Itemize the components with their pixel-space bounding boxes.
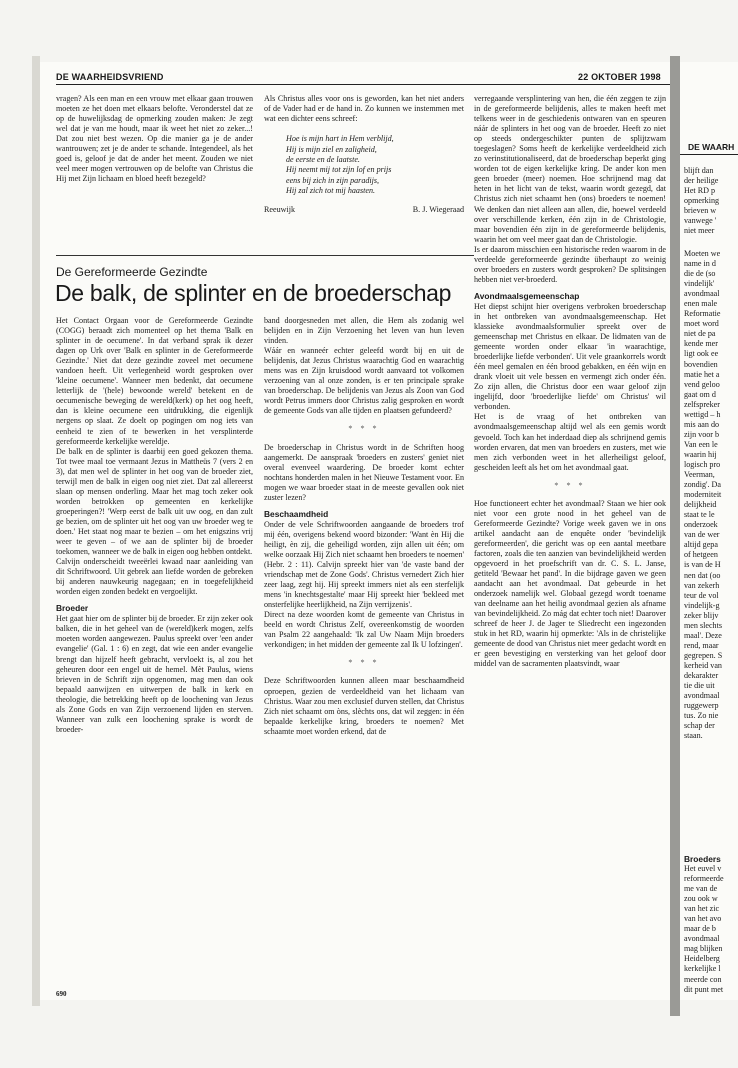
next-page-line: ruggewerp — [684, 701, 719, 711]
next-page-line: kerheid van — [684, 660, 722, 670]
article-divider — [56, 255, 474, 256]
poem-line: Hij is mijn ziel en zaligheid, — [286, 144, 377, 154]
next-page-line: kende mer — [684, 339, 718, 349]
next-page-line: van het zic — [684, 904, 720, 914]
paragraph: Wáár en wanneér echter geleefd wordt bij en uit de belijdenis, dat Jezus Christus waarachtig God en waarachtig mens was en Zijn kruisdood wordt aanvaard tot volkomen verzoening van al onze zonden, is er ten principale sprake van broederschap. De belijdenis van Jezus als Zoon van God wordt Petrus immers door Christus zalig gesproken en wordt de gemeente Gods van alle tijden en plaatsen gefundeerd? — [264, 346, 464, 416]
next-page-line: die de (so — [684, 269, 716, 279]
next-page-line: dekarakter — [684, 670, 719, 680]
next-page-rule — [680, 154, 738, 155]
paragraph: Calvijn onderscheidt tweeërlei kwaad naar aanleiding van dit Schriftwoord. Uit gebrek aan liefde worden de gebreken bij anderen nauwkeurig nagegaan; en in toegefelijkheid worden eigen zonden bedekt en vergoelijkt. — [56, 557, 253, 597]
section-separator: * * * — [348, 424, 380, 434]
next-page-block-c — [684, 854, 738, 995]
next-page-line: Het RD p — [684, 186, 716, 196]
next-page-line: delijkheid — [684, 500, 717, 510]
page-gutter — [670, 56, 680, 1016]
next-page-line: vanwege ' — [684, 216, 717, 226]
next-page-line: brieven w — [684, 206, 717, 216]
issue-date: 22 OKTOBER 1998 — [578, 72, 661, 82]
next-page-line: staat te le — [684, 510, 715, 520]
paragraph: De balk en de splinter is daarbij een goed gekozen thema. Tot twee maal toe vermaant Jezus in Mattheüs 7 (vers 2 en 3), dat men wel de splinter in het oog van de broeder ziet, terwijl men de balk in eigen oog niet ziet. Dat zal allereerst slaan op mensen onderling. Maar het mag toch zeker ook worden betrokken op gemeenten en kerkelijke groeperingen?! 'Werp eerst de balk uit uw oog, en dan zult ge bezien, om de splinter uit het oog van uw broeder weg te doen.' Het staat nog maar te bezien – om het enigszins vrij weer te geven – of we aan de splinter bij de broeder toekomen, wanneer we de balk in eigen oog hebben ontdekt. — [56, 446, 253, 557]
next-page-line: vindelijk-g — [684, 600, 720, 610]
next-page-line: van het avo — [684, 914, 722, 924]
top-column-2 — [264, 94, 464, 215]
next-page-line: zijn voor b — [684, 429, 720, 439]
poem-line: eens bij zich in zijn paradijs, — [286, 175, 380, 185]
next-page-line: vend geloo — [684, 379, 720, 389]
article-column-2 — [264, 316, 464, 737]
poem-line: de eerste en de laatste. — [286, 154, 360, 164]
next-page-line: meerde con — [684, 974, 722, 984]
next-page-line: gaat om d — [684, 389, 716, 399]
next-page-line: van zekerh — [684, 580, 720, 590]
top-col1-text: vragen? Als een man en een vrouw met elkaar gaan trouwen moeten ze het doen met elkaars belofte. Veronderstel dat ze op de huwelijksdag de opmerking zouden maken: Je zegt wel dat je van me houdt, maar ik weet het niet zo zeker...! Dat zou niet best wezen. Op die manier ga je de ander wantrouwen; zet je de ander te schande. Integendeel, als het goed is, geloof je dat de ander het meent. Zouden we niet veel meer mogen vertrouwen op de belofte van Christus die Hij met Zijn lichaam en bloed heeft bezegeld? — [56, 94, 253, 184]
section-heading: Avondmaalsgemeenschap — [474, 290, 580, 301]
next-page-line: ligt ook ee — [684, 349, 719, 359]
next-page-line: moderniteit — [684, 490, 722, 500]
next-page-line: onderzoek — [684, 520, 718, 530]
next-page-line: waarin hij — [684, 449, 717, 459]
signature — [264, 205, 464, 215]
next-page-line: van de wer — [684, 530, 720, 540]
next-page-line: bovendien — [684, 359, 718, 369]
poem-line: Hij neemt mij tot zijn lof en prijs — [286, 165, 392, 175]
poem-line: Hoe is mijn hart in Hem verblijd, — [286, 134, 394, 144]
next-page-line: zelfspreker — [684, 399, 720, 409]
next-page-line: rend, maar — [684, 640, 719, 650]
section-heading: Beschaamdheid — [264, 508, 329, 519]
next-page-line: matie het a — [684, 369, 720, 379]
header-rule — [56, 84, 670, 85]
article-kicker: De Gereformeerde Gezindte — [56, 265, 208, 279]
paragraph: Is er daarom misschien een historische reden waarom in de verdeelde gereformeerde gezindte überhaupt zo weinig over broeders en zusters wordt gesproken? De splitsingen hebben niet ver-broederd. — [474, 244, 666, 284]
next-page-line: maal'. Deze — [684, 630, 722, 640]
article-title: De balk, de splinter en de broederschap — [55, 280, 452, 306]
next-page-block-b — [684, 249, 738, 741]
next-page-line: niet de pa — [684, 329, 716, 339]
next-page-line: avondmaal — [684, 934, 720, 944]
next-page-line: name in d — [684, 259, 716, 269]
next-page-line: zondig'. Da — [684, 480, 721, 490]
next-page-line: staan. — [684, 731, 703, 741]
next-page-line: avondmaal — [684, 691, 720, 701]
article-column-1 — [56, 316, 253, 735]
paragraph: Hoe functioneert echter het avondmaal? Staan we hier ook niet voor een grote nood in het geheel van de Gereformeerde Gezindte? Vorige week gaven we in ons artikel aandacht aan de enquête onder 'bevindelijk gereformeerden', die gericht was op een aantal meetbare factoren, zoals die ten aanzien van bevindelijkheid werden opgevoerd in het proefschrift van dr. C. S. L. Janse, getiteld 'Bewaar het pand'. In die bijdrage gaven we geen aandacht aan het avondmaal. Dat gebeurde in het onderzoek namelijk wel. Globaal gezegd wordt toename van deelname aan het heilig avondmaal gezien als afname van bevindelijkheid. Zo mág dat echter toch niet! Daarover schreef de heer J. de Jager te Sliedrecht een ingezonden stuk in het RD, waarin hij opmerkte: 'Als in de christelijke gemeente de dood van Christus niet meer gedacht wordt en er geen bevestiging en versterking van het geloof door middel van de sacramenten plaatsvindt, waar — [474, 498, 666, 669]
paragraph: band doorgesneden met allen, die Hem als zodanig wel belijden en in Zijn Verzoening het leven van hun leven vinden. — [264, 316, 464, 346]
page-number: 690 — [56, 990, 67, 998]
next-page-line: mag blijken — [684, 944, 723, 954]
signature-place: Reeuwijk — [264, 204, 296, 214]
next-page-line: Heidelberg — [684, 954, 720, 964]
next-page-line: Het euvel v — [684, 864, 722, 873]
next-page-edge — [680, 62, 738, 1000]
section-heading: Broeder — [56, 603, 89, 614]
next-page-line: is van de H — [684, 560, 721, 570]
next-page-line: niet meer — [684, 226, 715, 236]
next-page-block-a — [684, 166, 738, 236]
next-page-line: blijft dan — [684, 166, 714, 175]
next-page-line: wettigd – h — [684, 409, 721, 419]
signature-author: B. J. Wiegeraad — [412, 204, 464, 214]
next-page-heading: Broeders — [684, 854, 721, 864]
paragraph: verregaande versplintering van hen, die één zeggen te zijn in de gereformeerde belijdenis, alles te maken heeft met telkens weer in de geschiedenis ontwaren van en speuren náár de splinters in het oog van de broeder. Heeft zo niet op steeds ondergeschikter punten de splijtzwam toegeslagen? Soms heeft de kerkelijke verdeeldheid zich zo verinstitutionaliseerd, dat de broederschap beperkt ging worden tot de eigen kerkelijke kring. De ander kon men geen broeder (meer) noemen. Hoe schrijnend mag dat heten in het licht van de tekst, waarin wordt gezegd, dat Christus zich niet schaamt hen (ons) broeders te noemen! We denken dan niet alleen aan allen, die, hoewel verdeeld over verschillende kerken, één zijn in de Christologie, maar bovendien één zijn in de gereformeerde belijdenis, waarin het om veel meer gaat dan de Christologie. — [474, 94, 666, 244]
next-page-line: reformeerde — [684, 874, 724, 884]
next-page-line: Moeten we — [684, 249, 721, 258]
next-page-line: logisch pro — [684, 459, 721, 469]
paragraph: Het Contact Orgaan voor de Gereformeerde Gezindte (COGG) beraadt zich momenteel op het thema 'Balk en splinter in de oecumene'. In dat verband sprak ik dezer dagen op Urk over 'Balk en splinter in de Gereformeerde Gezindte.' Niet dat deze gezindte zoveel met oecumene vandoen heeft. Uit verlegenheid wordt gesproken over 'kleine oecumene'. Wanneer men bedenkt, dat oecumene letterlijk de '(hele) bewoonde wereld' betekent en de oecumenische beweging de wereld(kerk) op het oog heeft, dan is kleine oecumene een uitdrukking, die eigenlijk nergens op slaat. Ze doelt op pogingen om nog iets van eenheid te zien of te bewerken in het versplinterde gereformeerde kerkelijke wereldje. — [56, 316, 253, 446]
next-page-line: Van een le — [684, 439, 718, 449]
poem-line: Hij zal zich tot mij haasten. — [286, 186, 376, 196]
next-page-line: men slechts — [684, 620, 722, 630]
next-page-line: opmerking — [684, 196, 720, 206]
page-shadow — [32, 56, 40, 1006]
section-separator: * * * — [554, 480, 586, 490]
next-page-line: tie die uit — [684, 681, 715, 691]
publication-name: DE WAARHEIDSVRIEND — [56, 72, 164, 82]
next-page-line: altijd gepa — [684, 540, 718, 550]
next-page-line: avondmaal — [684, 289, 720, 299]
next-page-line: schap der — [684, 721, 715, 731]
next-page-line: me van de — [684, 884, 718, 894]
next-page-line: zeker blijv — [684, 610, 719, 620]
paragraph: Het is de vraag of het ontbreken van avondmaalsgemeenschap altijd wel als een gemis wordt gevoeld. Toch kan het inderdaad diep als schrijnend gemis worden ervaren, dat men van broeders en zusters, met wie men zich verbonden weet in het allerheiligst geloof, gescheiden leeft als het om het avondmaal gaat. — [474, 412, 666, 472]
next-page-line: gegrepen. S — [684, 650, 723, 660]
paragraph: Onder de vele Schriftwoorden aangaande de broeders trof mij één, overigens bekend woord bizonder: 'Want èn Hij die heiligt, èn zij, die geheiligd worden, zijn allen uit één; om welke oorzaak Hij Zich niet schaamt hen broeders te noemen' (Hebr. 2 : 11). Calvijn spreekt hier van 'de vaste band der vriendschap met de Zone Gods'. Christus vernedert Zich hier zeer laag, zegt hij. Hij spreekt immers niet als een sterfelijk mens 'in knechtsgestalte' maar Hij spreekt hier 'bekleed met onsterfelijke heerlijkheid, na Zijn verrijzenis'. — [264, 519, 464, 610]
next-page-line: zou ook w — [684, 894, 718, 904]
article-column-3 — [474, 94, 666, 670]
next-page-line: Veerman, — [684, 470, 715, 480]
next-page-line: kerkelijke l — [684, 964, 721, 974]
next-page-line: nen dat (oo — [684, 570, 721, 580]
next-page-line: teur de vol — [684, 590, 719, 600]
paragraph: Het diepst schijnt hier overigens verbroken broederschap in het ontbreken van avondmaalsgemeenschap. Het klassieke avondmaalsformulier spreekt over de gemeenschap met Christus en elkaar. De lidmaten van de gemeente worden onder elkaar 'in waarachtige, broederlijke liefde verbonden'. Uit vele graankorrels wordt één meel gemalen en één brood gebakken, en één wijn en drank vloeit uit vele bessen en vermengt zich onder één. Zo zijn allen, die Christus door een waar geloof zijn ingelijfd, door 'broederlijke liefde' om Christus' wil verbonden. — [474, 301, 666, 412]
next-page-line: of hetgeen — [684, 550, 718, 560]
next-page-line: Reformatie — [684, 309, 721, 319]
paragraph: Het gaat hier om de splinter bij de broeder. Er zijn zeker ook balken, die in het geheel van de (wereld)kerk mogen, zelfs moeten worden aangewezen. Paulus spreekt over 'een ander evangelie' (Gal. 1 : 6) en zegt, dat wie een ander evangelie brengt dan hijzelf heeft gebracht, vervloekt is, al zou het geheuren door een engel uit de hemel. Mèt Paulus, wiens brieven in de Schrift zijn opgenomen, mag men dan ook bepaald aanwijzen en uitwerpen de balk in kerk en theologie, die betrekking heeft op de loochening van Jezus als Zone Gods en van Zijn verzoenend lijden en sterven. Wanneer van zulk een loochening sprake is wordt de broeder- — [56, 614, 253, 734]
next-page-line: mis aan do — [684, 419, 720, 429]
next-page-line: dit punt met — [684, 984, 724, 994]
top-column-1 — [56, 94, 253, 184]
next-page-line: maar de b — [684, 924, 716, 934]
paragraph: Direct na deze woorden komt de gemeente van Christus in beeld en wordt Christus Zelf, overeenkomstig de woorden van Psalm 22 aangehaald: 'Ik zal Uw Naam Mijn broeders verkondigen; in het midden der gemeente zal Ik U lofzingen'. — [264, 610, 464, 650]
next-page-line: vindelijk' — [684, 279, 715, 289]
next-page-line: moet word — [684, 319, 719, 329]
section-separator: * * * — [348, 658, 380, 668]
next-page-line: der heilige — [684, 176, 719, 186]
next-page-line: enen male — [684, 299, 718, 309]
next-page-line: tus. Zo nie — [684, 711, 719, 721]
poem — [286, 134, 464, 196]
paragraph: De broederschap in Christus wordt in de Schriften hoog aangemerkt. De aanspraak 'broeders en zusters' geniet niet overal evenveel waardering. De broeder komt echter nochtans honderden malen in het Nieuwe Testament voor. En mogen we waar broeder staat in de meeste gevallen ook niet zuster lezen? — [264, 442, 464, 502]
top-col2-intro: Als Christus alles voor ons is geworden, kan het niet anders of de Vader had er de hand in. Zo kunnen we instemmen met wat een dichter eens schreef: — [264, 94, 464, 124]
paragraph: Deze Schriftwoorden kunnen alleen maar beschaamdheid oproepen, gezien de verdeeldheid van het lichaam van Christus. Waar zou men exclusief durven stellen, dat Christus Zich niet schaamt om òns, slèchts ons, dat wil zeggen: in één bepaalde kerkelijke kring, broeders te noemen? Met schaamte moet worden erkend, dat de — [264, 676, 464, 736]
next-page-header: DE WAARH — [688, 142, 735, 152]
